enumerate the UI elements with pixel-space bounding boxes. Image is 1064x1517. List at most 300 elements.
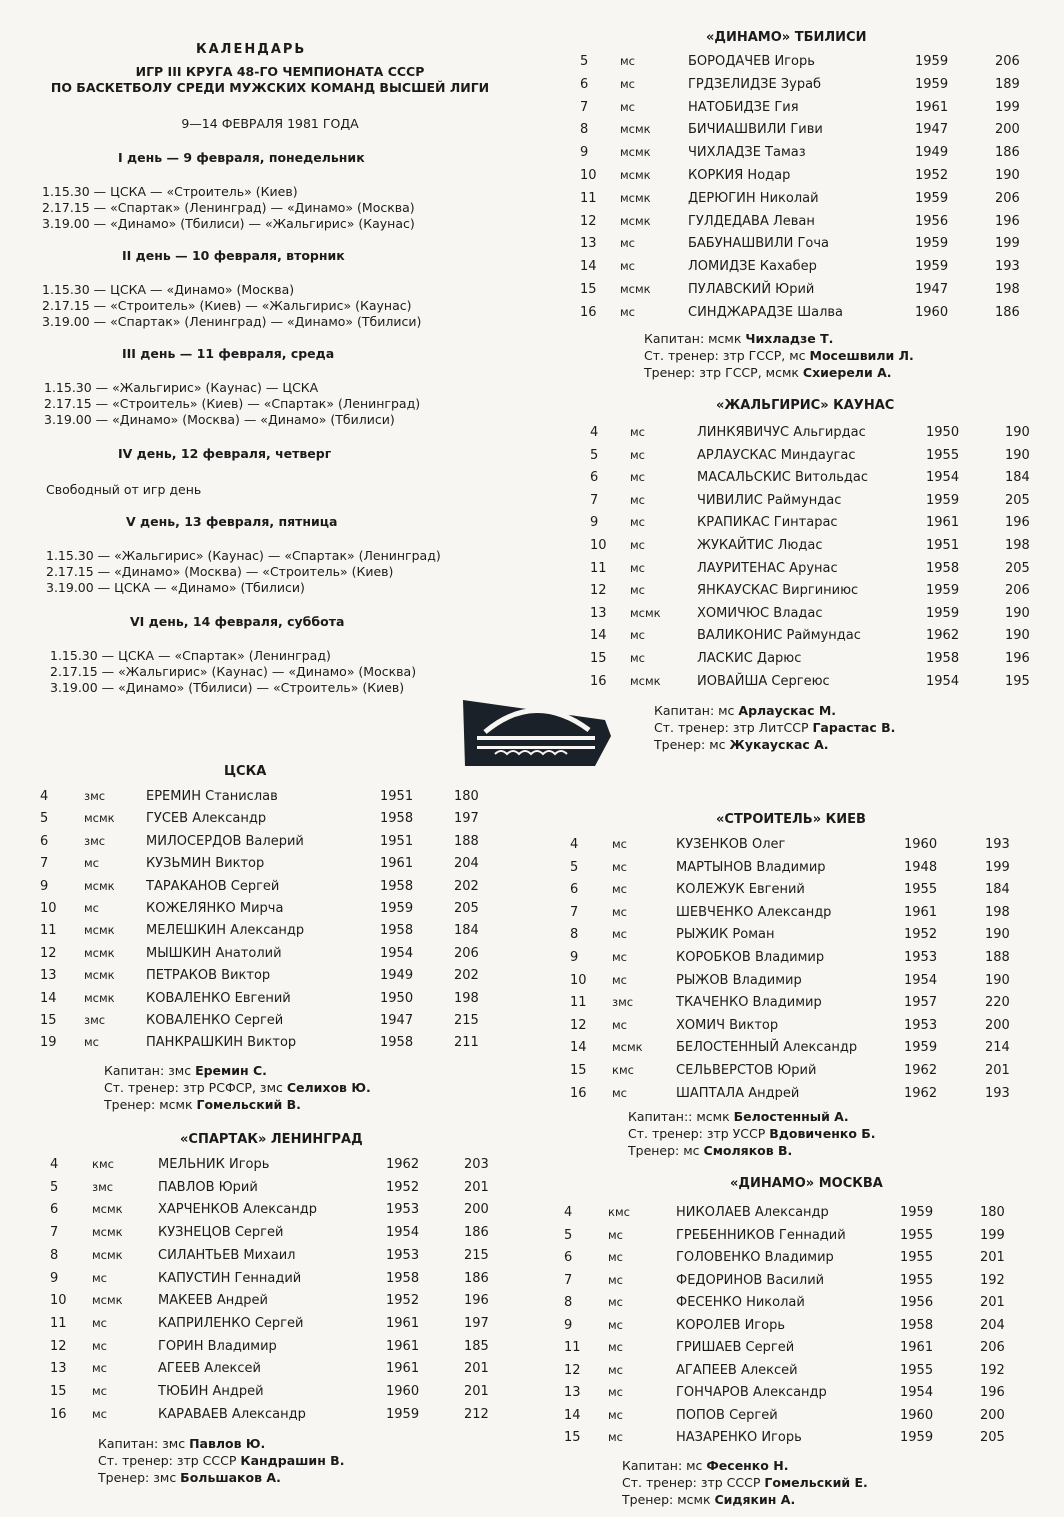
- player-birth-year: 1958: [386, 1270, 420, 1286]
- player-birth-year: 1959: [900, 1205, 934, 1220]
- player-title: мс: [608, 1272, 623, 1287]
- team-title-spartak: «СПАРТАК» ЛЕНИНГРАД: [180, 1132, 363, 1147]
- player-number: 6: [40, 833, 49, 849]
- player-name: БАБУНАШВИЛИ Гоча: [688, 236, 830, 252]
- player-name: ГОРИН Владимир: [158, 1338, 277, 1354]
- player-number: 12: [590, 583, 607, 599]
- player-number: 13: [590, 605, 607, 621]
- staff-line: [98, 1435, 344, 1452]
- player-height: 199: [995, 236, 1020, 252]
- player-number: 12: [50, 1338, 67, 1354]
- player-height: 205: [980, 1430, 1005, 1445]
- player-number: 14: [564, 1407, 581, 1423]
- player-number: 13: [40, 968, 57, 984]
- player-title: мс: [608, 1250, 623, 1264]
- player-height: 215: [464, 1247, 489, 1263]
- player-title: мс: [620, 76, 635, 91]
- day-heading: I день — 9 февраля, понедельник: [118, 150, 365, 165]
- staff-name: Большаков А.: [180, 1470, 281, 1485]
- player-title: мс: [92, 1270, 107, 1285]
- player-number: 4: [50, 1157, 59, 1172]
- staff-role: Тренер: змс: [98, 1470, 181, 1485]
- player-height: 205: [454, 901, 479, 916]
- player-number: 16: [590, 673, 607, 689]
- player-title: мсмк: [92, 1202, 123, 1217]
- player-title: мс: [612, 927, 627, 942]
- player-name: ЛИНКЯВИЧУС Альгирдас: [697, 425, 866, 440]
- player-height: 196: [1005, 515, 1030, 531]
- player-number: 5: [580, 54, 589, 69]
- player-name: ХОМИЧЮС Владас: [697, 605, 823, 621]
- free-day-note: Свободный от игр день: [46, 482, 202, 497]
- player-title: мс: [620, 259, 635, 274]
- staff-zalgiris: [654, 702, 895, 753]
- player-number: 12: [570, 1017, 587, 1033]
- player-birth-year: 1950: [380, 990, 414, 1006]
- staff-name: Гомельский В.: [196, 1097, 301, 1112]
- player-title: мс: [84, 1035, 99, 1050]
- staff-role: Ст. тренер: зтр РСФСР, змс: [104, 1080, 287, 1095]
- staff-line: [644, 347, 914, 364]
- player-birth-year: 1954: [926, 470, 960, 486]
- player-number: 5: [590, 447, 599, 463]
- player-title: мсмк: [84, 968, 115, 983]
- player-title: мс: [630, 425, 645, 439]
- staff-name: Кандрашин В.: [240, 1453, 345, 1468]
- player-height: 199: [980, 1227, 1005, 1243]
- player-name: КРАПИКАС Гинтарас: [697, 515, 838, 531]
- player-title: мс: [608, 1227, 623, 1242]
- schedule-dates: 9—14 ФЕВРАЛЯ 1981 ГОДА: [181, 116, 359, 131]
- player-title: кмс: [92, 1157, 114, 1171]
- player-name: КОРОЛЕВ Игорь: [676, 1317, 785, 1333]
- player-number: 9: [580, 145, 589, 161]
- player-name: РЫЖИК Роман: [676, 927, 775, 943]
- player-number: 9: [570, 950, 579, 965]
- player-name: БИЧИАШВИЛИ Гиви: [688, 122, 823, 138]
- player-height: 186: [995, 304, 1020, 320]
- player-height: 206: [980, 1340, 1005, 1355]
- player-name: ТКАЧЕНКО Владимир: [676, 995, 822, 1011]
- player-title: мсмк: [612, 1040, 643, 1055]
- player-height: 190: [1005, 628, 1030, 644]
- player-birth-year: 1959: [900, 1430, 934, 1445]
- player-number: 10: [40, 901, 57, 916]
- player-title: мс: [630, 651, 645, 665]
- player-height: 212: [464, 1406, 489, 1422]
- player-number: 8: [564, 1295, 573, 1310]
- schedule-title: КАЛЕНДАРЬ: [196, 42, 307, 57]
- player-birth-year: 1960: [915, 304, 949, 320]
- player-number: 5: [40, 811, 49, 827]
- player-height: 196: [464, 1293, 489, 1309]
- game-line: 3.19.00 — «Динамо» (Тбилиси) — «Строитель» (Киев): [50, 680, 405, 695]
- player-height: 214: [985, 1040, 1010, 1056]
- staff-role: Капитан: мсмк: [644, 331, 746, 346]
- player-name: МЫШКИН Анатолий: [146, 945, 282, 961]
- staff-role: Тренер: мс: [628, 1143, 704, 1158]
- player-height: 190: [985, 927, 1010, 943]
- player-height: 220: [985, 995, 1010, 1011]
- player-birth-year: 1949: [380, 968, 414, 984]
- player-height: 202: [454, 878, 479, 894]
- player-name: МАКЕЕВ Андрей: [158, 1293, 268, 1309]
- player-birth-year: 1952: [915, 168, 949, 183]
- staff-role: Ст. тренер: зтр СССР: [622, 1475, 765, 1490]
- staff-role: Капитан: змс: [104, 1063, 196, 1078]
- player-name: ШАПТАЛА Андрей: [676, 1085, 800, 1101]
- player-number: 15: [590, 651, 607, 666]
- staff-line: [104, 1079, 371, 1096]
- player-birth-year: 1960: [904, 837, 938, 852]
- player-height: 186: [995, 145, 1020, 161]
- player-title: мс: [630, 628, 645, 643]
- player-number: 10: [570, 972, 587, 988]
- player-birth-year: 1947: [915, 122, 949, 138]
- player-number: 5: [50, 1179, 59, 1195]
- player-height: 198: [985, 904, 1010, 920]
- player-name: ХАРЧЕНКОВ Александр: [158, 1202, 317, 1218]
- player-number: 13: [50, 1361, 67, 1377]
- team-title-dinamo-tbilisi: «ДИНАМО» ТБИЛИСИ: [706, 30, 867, 45]
- player-birth-year: 1954: [900, 1385, 934, 1400]
- player-birth-year: 1955: [900, 1272, 934, 1288]
- player-height: 186: [464, 1270, 489, 1286]
- player-height: 204: [980, 1317, 1005, 1333]
- player-height: 199: [985, 859, 1010, 875]
- player-title: мс: [92, 1338, 107, 1353]
- player-title: змс: [84, 789, 106, 803]
- player-birth-year: 1951: [380, 789, 414, 804]
- player-title: мсмк: [84, 923, 115, 938]
- player-title: мсмк: [620, 168, 651, 182]
- player-number: 15: [564, 1430, 581, 1445]
- team-title-cska: ЦСКА: [224, 764, 267, 779]
- player-name: ПАНКРАШКИН Виктор: [146, 1035, 297, 1051]
- player-birth-year: 1956: [900, 1295, 934, 1310]
- player-height: 198: [1005, 538, 1030, 553]
- player-title: кмс: [612, 1063, 634, 1077]
- player-height: 188: [454, 833, 479, 849]
- staff-line: [654, 719, 895, 736]
- game-line: 1.15.30 — ЦСКА — «Строитель» (Киев): [42, 184, 298, 199]
- staff-name: Жукаускас А.: [729, 737, 829, 752]
- player-number: 11: [40, 923, 57, 939]
- player-number: 7: [50, 1225, 59, 1241]
- staff-name: Сидякин А.: [714, 1492, 796, 1507]
- player-birth-year: 1959: [386, 1406, 420, 1422]
- player-height: 206: [1005, 583, 1030, 599]
- staff-cska: [104, 1062, 371, 1113]
- player-title: мс: [630, 538, 645, 552]
- staff-line: [628, 1125, 876, 1142]
- player-birth-year: 1959: [915, 54, 949, 69]
- player-number: 11: [50, 1315, 67, 1331]
- player-birth-year: 1958: [380, 923, 414, 939]
- player-name: ПУЛАВСКИЙ Юрий: [688, 282, 815, 297]
- player-number: 14: [580, 259, 597, 275]
- player-number: 4: [590, 425, 599, 440]
- player-name: ЖУКАЙТИС Людас: [697, 538, 823, 553]
- player-birth-year: 1958: [380, 811, 414, 827]
- player-name: КУЗЬМИН Виктор: [146, 856, 265, 872]
- player-name: ВАЛИКОНИС Раймундас: [697, 628, 861, 644]
- player-birth-year: 1960: [900, 1407, 934, 1423]
- player-name: АГЕЕВ Алексей: [158, 1361, 261, 1377]
- player-number: 5: [564, 1227, 573, 1243]
- player-height: 200: [464, 1202, 489, 1218]
- player-title: мс: [608, 1317, 623, 1332]
- player-number: 15: [570, 1063, 587, 1078]
- day-heading: VI день, 14 февраля, суббота: [130, 614, 345, 629]
- player-height: 189: [995, 76, 1020, 92]
- player-number: 7: [590, 492, 599, 508]
- player-title: мс: [620, 236, 635, 251]
- staff-line: [98, 1452, 344, 1469]
- player-height: 196: [1005, 651, 1030, 666]
- staff-line: [622, 1474, 868, 1491]
- staff-role: Капитан: мс: [654, 703, 739, 718]
- staff-line: [628, 1108, 876, 1125]
- game-line: 1.15.30 — ЦСКА — «Спартак» (Ленинград): [50, 648, 331, 663]
- player-number: 8: [580, 122, 589, 138]
- player-number: 14: [590, 628, 607, 644]
- player-title: мс: [612, 859, 627, 874]
- player-height: 200: [995, 122, 1020, 138]
- player-name: ФЕДОРИНОВ Василий: [676, 1272, 825, 1288]
- player-name: ПОПОВ Сергей: [676, 1407, 778, 1423]
- player-title: мс: [620, 99, 635, 114]
- player-height: 201: [464, 1384, 489, 1399]
- player-title: мсмк: [84, 990, 115, 1005]
- player-title: мс: [92, 1384, 107, 1398]
- player-title: мсмк: [620, 282, 651, 296]
- player-birth-year: 1962: [386, 1157, 420, 1172]
- player-title: мс: [608, 1340, 623, 1354]
- player-birth-year: 1958: [900, 1317, 934, 1333]
- player-name: НАЗАРЕНКО Игорь: [676, 1430, 802, 1445]
- player-height: 198: [995, 282, 1020, 297]
- player-name: НАТОБИДЗЕ Гия: [688, 99, 799, 115]
- player-birth-year: 1947: [380, 1013, 414, 1028]
- player-number: 15: [50, 1384, 67, 1399]
- player-birth-year: 1959: [926, 605, 960, 621]
- player-name: КУЗНЕЦОВ Сергей: [158, 1225, 284, 1241]
- player-title: мсмк: [630, 605, 661, 620]
- player-name: КОРКИЯ Нодар: [688, 168, 791, 183]
- player-height: 188: [985, 950, 1010, 965]
- player-number: 13: [564, 1385, 581, 1400]
- player-number: 7: [564, 1272, 573, 1288]
- player-number: 6: [590, 470, 599, 486]
- staff-line: [104, 1096, 371, 1113]
- player-birth-year: 1955: [904, 882, 938, 898]
- game-line: 1.15.30 — «Жальгирис» (Каунас) — «Спартак» (Ленинград): [46, 548, 441, 563]
- staff-name: Фесенко Н.: [706, 1458, 789, 1473]
- player-name: КУЗЕНКОВ Олег: [676, 837, 786, 852]
- player-title: змс: [612, 995, 634, 1010]
- staff-line: [628, 1142, 876, 1159]
- player-name: СИНДЖАРАДЗЕ Шалва: [688, 304, 844, 320]
- player-height: 204: [454, 856, 479, 872]
- player-title: мс: [612, 837, 627, 851]
- staff-name: Еремин С.: [195, 1063, 267, 1078]
- player-height: 184: [1005, 470, 1030, 486]
- player-title: мс: [608, 1430, 623, 1444]
- player-height: 201: [980, 1295, 1005, 1310]
- staff-name: Павлов Ю.: [189, 1436, 266, 1451]
- staff-name: Гомельский Е.: [764, 1475, 868, 1490]
- player-title: змс: [84, 833, 106, 848]
- player-number: 9: [564, 1317, 573, 1333]
- player-number: 8: [50, 1247, 59, 1263]
- staff-role: Тренер: мсмк: [104, 1097, 197, 1112]
- player-name: ХОМИЧ Виктор: [676, 1017, 779, 1033]
- player-title: мсмк: [630, 673, 661, 688]
- staff-name: Гарастас В.: [812, 720, 896, 735]
- staff-name: Мосешвили Л.: [809, 348, 914, 363]
- player-number: 12: [580, 213, 597, 229]
- player-name: МАСАЛЬСКИС Витольдас: [697, 470, 868, 486]
- player-birth-year: 1959: [926, 583, 960, 599]
- player-name: СЕЛЬВЕРСТОВ Юрий: [676, 1063, 817, 1078]
- player-name: ТЮБИН Андрей: [158, 1384, 264, 1399]
- player-name: ЕРЕМИН Станислав: [146, 789, 278, 804]
- player-title: мсмк: [84, 811, 115, 826]
- game-line: 1.15.30 — «Жальгирис» (Каунас) — ЦСКА: [44, 380, 319, 395]
- player-title: мс: [630, 515, 645, 530]
- player-number: 9: [40, 878, 49, 894]
- player-birth-year: 1961: [915, 99, 949, 115]
- player-birth-year: 1950: [926, 425, 960, 440]
- player-height: 184: [985, 882, 1010, 898]
- player-name: КОВАЛЕНКО Евгений: [146, 990, 291, 1006]
- player-birth-year: 1955: [900, 1227, 934, 1243]
- player-title: мс: [84, 856, 99, 871]
- player-title: мс: [630, 470, 645, 485]
- player-number: 10: [580, 168, 597, 183]
- player-title: мс: [608, 1295, 623, 1309]
- player-height: 193: [995, 259, 1020, 275]
- player-height: 190: [1005, 425, 1030, 440]
- player-height: 206: [454, 945, 479, 961]
- player-birth-year: 1961: [900, 1340, 934, 1355]
- player-birth-year: 1956: [915, 213, 949, 229]
- player-name: ЯНКАУСКАС Виргиниюс: [697, 583, 859, 599]
- day-heading: V день, 13 февраля, пятница: [126, 514, 338, 529]
- player-height: 198: [454, 990, 479, 1006]
- player-birth-year: 1959: [915, 236, 949, 252]
- player-title: мс: [612, 972, 627, 987]
- player-birth-year: 1955: [900, 1250, 934, 1265]
- player-height: 190: [1005, 447, 1030, 463]
- player-height: 197: [464, 1315, 489, 1331]
- player-title: мсмк: [92, 1225, 123, 1240]
- player-name: ИОВАЙША Сергеюс: [697, 673, 830, 689]
- player-birth-year: 1952: [904, 927, 938, 943]
- player-number: 9: [590, 515, 599, 531]
- player-height: 190: [1005, 605, 1030, 621]
- player-title: мс: [608, 1362, 623, 1377]
- staff-role: Капитан: змс: [98, 1436, 190, 1451]
- player-birth-year: 1953: [904, 1017, 938, 1033]
- staff-name: Смоляков В.: [703, 1143, 793, 1158]
- staff-name: Белостенный А.: [733, 1109, 849, 1124]
- day-heading: IV день, 12 февраля, четверг: [118, 446, 332, 461]
- player-title: мс: [612, 1017, 627, 1032]
- player-number: 15: [40, 1013, 57, 1028]
- player-name: БЕЛОСТЕННЫЙ Александр: [676, 1040, 858, 1056]
- player-title: мсмк: [92, 1247, 123, 1262]
- player-name: БОРОДАЧЕВ Игорь: [688, 54, 815, 69]
- player-birth-year: 1949: [915, 145, 949, 161]
- player-name: КОРОБКОВ Владимир: [676, 950, 825, 965]
- player-name: СИЛАНТЬЕВ Михаил: [158, 1247, 296, 1263]
- player-birth-year: 1948: [904, 859, 938, 875]
- player-birth-year: 1958: [380, 1035, 414, 1051]
- game-line: 3.19.00 — ЦСКА — «Динамо» (Тбилиси): [46, 580, 305, 595]
- player-birth-year: 1952: [386, 1179, 420, 1195]
- staff-role: Тренер: мс: [654, 737, 730, 752]
- player-title: мс: [92, 1315, 107, 1330]
- player-number: 16: [580, 304, 597, 320]
- player-birth-year: 1953: [904, 950, 938, 965]
- player-birth-year: 1959: [915, 190, 949, 206]
- player-birth-year: 1955: [926, 447, 960, 463]
- game-line: 1.15.30 — ЦСКА — «Динамо» (Москва): [42, 282, 295, 297]
- staff-line: [104, 1062, 371, 1079]
- player-height: 202: [454, 968, 479, 984]
- player-height: 192: [980, 1362, 1005, 1378]
- player-title: мс: [630, 447, 645, 462]
- player-height: 201: [464, 1179, 489, 1195]
- player-height: 215: [454, 1013, 479, 1028]
- player-number: 6: [50, 1202, 59, 1218]
- staff-role: Тренер: мсмк: [622, 1492, 715, 1507]
- player-height: 201: [464, 1361, 489, 1377]
- player-number: 6: [570, 882, 579, 898]
- player-name: ГУЛДЕДАВА Леван: [688, 213, 815, 229]
- player-title: мсмк: [92, 1293, 123, 1308]
- player-name: ТАРАКАНОВ Сергей: [146, 878, 280, 894]
- player-height: 186: [464, 1225, 489, 1241]
- staff-line: [98, 1469, 344, 1486]
- player-name: ГОНЧАРОВ Александр: [676, 1385, 827, 1400]
- player-title: мс: [612, 882, 627, 897]
- player-title: мсмк: [84, 878, 115, 893]
- player-name: ПЕТРАКОВ Виктор: [146, 968, 271, 984]
- staff-role: Тренер: зтр ГССР, мсмк: [644, 365, 803, 380]
- player-name: ФЕСЕНКО Николай: [676, 1295, 805, 1310]
- player-birth-year: 1947: [915, 282, 949, 297]
- player-name: КОЖЕЛЯНКО Мирча: [146, 901, 284, 916]
- player-name: МЕЛЕШКИН Александр: [146, 923, 305, 939]
- player-title: мс: [630, 560, 645, 575]
- player-title: мсмк: [620, 145, 651, 160]
- player-number: 12: [564, 1362, 581, 1378]
- player-number: 4: [570, 837, 579, 852]
- player-number: 11: [564, 1340, 581, 1355]
- player-birth-year: 1958: [380, 878, 414, 894]
- player-birth-year: 1957: [904, 995, 938, 1011]
- player-birth-year: 1962: [926, 628, 960, 644]
- staff-role: Капитан:: мсмк: [628, 1109, 734, 1124]
- player-name: АГАПЕЕВ Алексей: [676, 1362, 798, 1378]
- game-line: 3.19.00 — «Динамо» (Москва) — «Динамо» (Тбилиси): [44, 412, 395, 427]
- player-name: МАРТЫНОВ Владимир: [676, 859, 826, 875]
- player-height: 199: [995, 99, 1020, 115]
- player-number: 7: [40, 856, 49, 872]
